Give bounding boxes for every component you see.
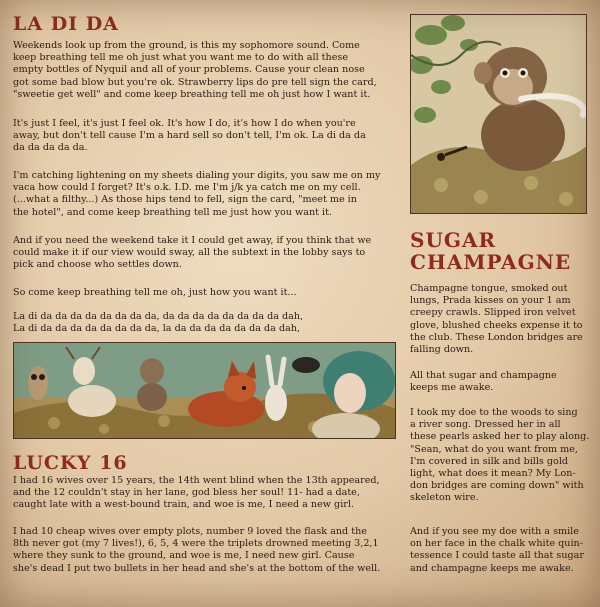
lucky-16-verse-2: I had 10 cheap wives over empty plots, number 9 loved the flask and the 8th never got (my 7 lives!), 6, 5, 4 were the triplets drowned meeting 3,2,1 where they sunk to the ground, and woe is me, I need new girl. Cause she's dead I put two bullets in her head and she's at the bottom of the well. (13, 526, 381, 574)
lucky-16-title: LUCKY 16 (13, 452, 128, 474)
la-di-da-verse-3: I'm catching lightening on my sheets dialing your digits, you saw me on my vaca how could I forget? It's o.k. I.D. me I'm j/k ya catch me on my cell. (...what a filthy...) As those hips tend to fell, sign the card, "meet me in the hotel", and come keep breathing tell me just how you want it. (13, 170, 381, 218)
sugar-champagne-title-line2: CHAMPAGNE (410, 250, 572, 274)
sugar-champagne-verse-4: And if you see my doe with a smile on her face in the chalk white quin- tessence I could taste all that sugar and champagne keeps me awake. (410, 526, 584, 574)
lucky-16-verse-1: I had 16 wives over 15 years, the 14th went blind when the 13th appeared, and the 12 couldn't stay in her lane, god bless her soul! 11- had a date, caught late with a west-bound train, and woe is me, I need a new girl. (13, 475, 380, 511)
sugar-champagne-verse-3: I took my doe to the woods to sing a river song. Dressed her in all these pearls asked her to play along. "Sean, what do you want from me, I'm covered in silk and bills gold light, what does it mean? My Lon- don bridges are coming down" with skeleton wire. (410, 407, 590, 504)
monkey-illustration (410, 14, 587, 214)
woodland-animals-illustration (13, 342, 396, 439)
sugar-champagne-title-line1: SUGAR (410, 228, 497, 252)
la-di-da-verse-2: It's just I feel, it's just I feel ok. It's how I do, it's how I do when you're away, but don't tell cause I'm a hard sell so don't tell, I'm ok. La di da da da da da da da. (13, 118, 366, 154)
la-di-da-chorus: La di da da da da da da da da, da da da da da da da da dah, La di da da da da da da da da, la da da da da da da da dah, (13, 311, 304, 335)
la-di-da-verse-4: And if you need the weekend take it I could get away, if you think that we could make it if our view would sway, all the subtext in the lobby says to pick and choose who settles down. (13, 235, 372, 271)
sugar-champagne-verse-1: Champagne tongue, smoked out lungs, Prada kisses on your 1 am creepy crawls. Slipped iron velvet glove, blushed cheeks expense it to the club. These London bridges are falling down. (410, 283, 583, 356)
la-di-da-verse-1: Weekends look up from the ground, is this my sophomore sound. Come keep breathing tell me oh just what you want me to do with all these empty bottles of Nyquil and all of your problems. Cause your clean nose got some bad blow but you're ok. Strawberry lips do pre tell sign the card, "sweetie get well" and come keep breathing tell me oh just how I want it. (13, 40, 377, 100)
la-di-da-title: LA DI DA (13, 13, 119, 35)
la-di-da-verse-5: So come keep breathing tell me oh, just how you want it... (13, 287, 297, 298)
sugar-champagne-verse-2: All that sugar and champagne keeps me awake. (410, 370, 557, 394)
